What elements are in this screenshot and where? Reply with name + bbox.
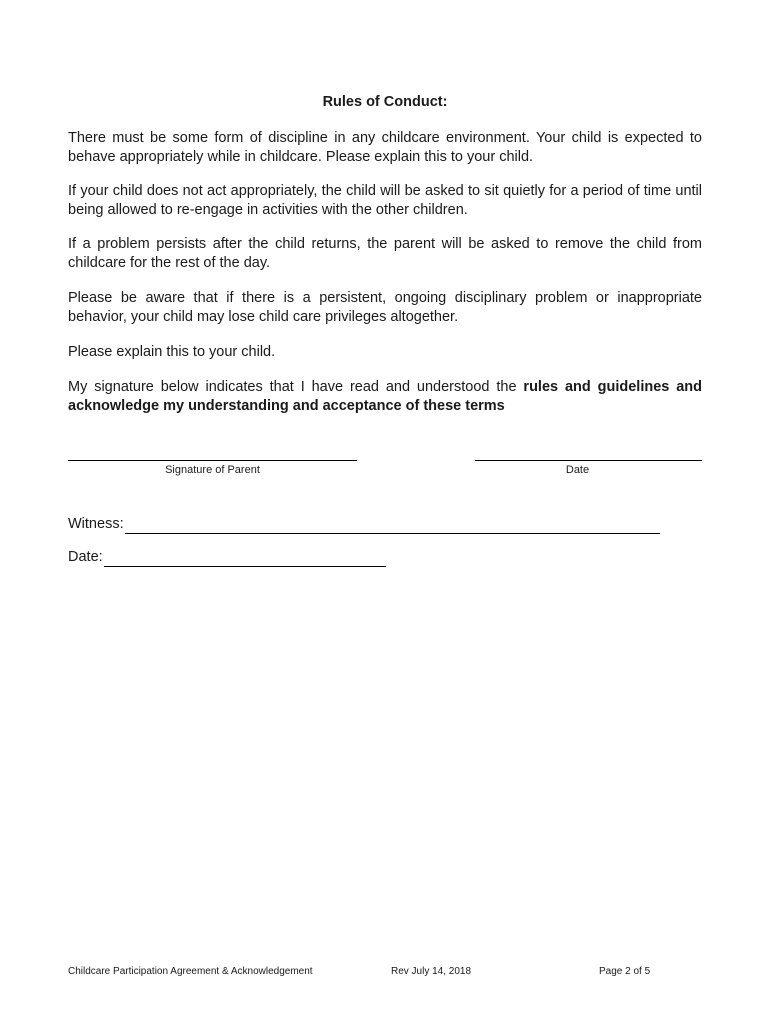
signature-date-line[interactable] bbox=[475, 460, 702, 461]
acknowledgement-bold-text: rules and guidelines and acknowledge my understanding and acceptance of these terms bbox=[68, 379, 702, 414]
parent-signature-label: Signature of Parent bbox=[165, 464, 260, 476]
witness-field bbox=[68, 515, 660, 534]
footer-page-number: Page 2 of 5 bbox=[599, 966, 651, 977]
paragraph-acknowledgement bbox=[68, 378, 702, 416]
footer-document-name: Childcare Participation Agreement & Acknowledgement bbox=[68, 966, 313, 977]
witness-line[interactable] bbox=[125, 519, 660, 534]
witness-label: Witness: bbox=[68, 516, 124, 532]
signature-date-label: Date bbox=[565, 464, 590, 476]
paragraph-lose-privileges: Please be aware that if there is a persistent, ongoing disciplinary problem or inappropriate behavior, your child may lose child care privileges altogether. bbox=[68, 290, 702, 325]
paragraph-problem-persists: If a problem persists after the child returns, the parent will be asked to remove the child from childcare for the rest of the day. bbox=[68, 236, 702, 271]
footer-revision: Rev July 14, 2018 bbox=[391, 966, 472, 977]
witness-date-label: Date: bbox=[68, 549, 103, 565]
witness-date-line[interactable] bbox=[104, 552, 386, 567]
page-title: Rules of Conduct: bbox=[322, 94, 448, 110]
witness-date-field bbox=[68, 548, 386, 567]
parent-signature-line[interactable] bbox=[68, 460, 357, 461]
acknowledgement-lead-text: My signature below indicates that I have read and understood the bbox=[68, 379, 524, 395]
paragraph-explain: Please explain this to your child. bbox=[68, 344, 276, 360]
paragraph-sit-quietly: If your child does not act appropriately, the child will be asked to sit quietly for a period of time until being allowed to re-engage in activities with the other children. bbox=[68, 183, 702, 218]
paragraph-discipline: There must be some form of discipline in any childcare environment. Your child is expected to behave appropriately while in childcare. Please explain this to your child. bbox=[68, 130, 702, 165]
